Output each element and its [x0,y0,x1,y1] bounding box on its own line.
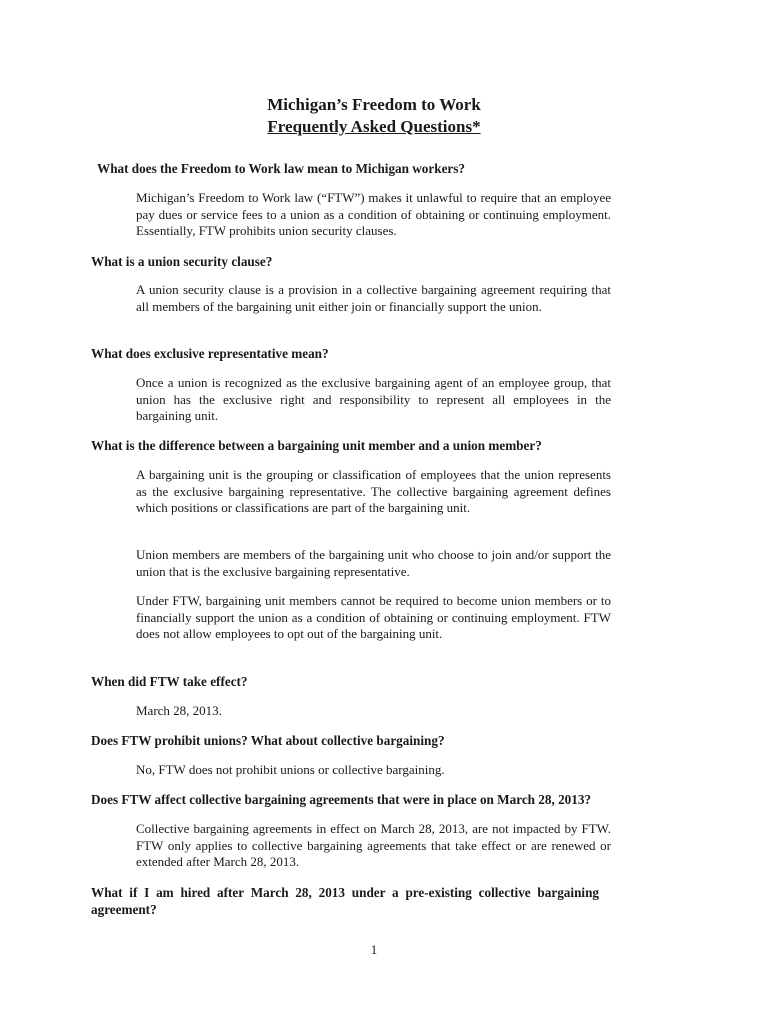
faq-answer-4a: A bargaining unit is the grouping or classification of employees that the union represents as the exclusive bargaining representative. The collective bargaining agreement defines which positions or classifications are part of the bargaining unit. [136,467,611,516]
faq-question-3: What does exclusive representative mean? [91,346,329,361]
faq-question-4: What is the difference between a bargaining unit member and a union member? [91,438,542,453]
faq-answer-7: Collective bargaining agreements in effect on March 28, 2013, are not impacted by FTW. FTW only applies to collective bargaining agreements that take effect or are renewed or extended after March 28, 2013. [136,821,611,870]
faq-answer-6: No, FTW does not prohibit unions or collective bargaining. [136,762,445,777]
page-number: 1 [370,942,378,957]
document-title-block [0,94,748,138]
document-subtitle: Frequently Asked Questions* [267,117,481,136]
faq-answer-3: Once a union is recognized as the exclusive bargaining agent of an employee group, that union has the exclusive right and responsibility to represent all employees in the bargaining unit. [136,375,611,424]
faq-question-6: Does FTW prohibit unions? What about collective bargaining? [91,733,445,748]
faq-answer-2: A union security clause is a provision in a collective bargaining agreement requiring that all members of the bargaining unit either join or financially support the union. [136,282,611,314]
faq-answer-1: Michigan’s Freedom to Work law (“FTW”) makes it unlawful to require that an employee pay dues or service fees to a union as a condition of obtaining or continuing employment. Essentially, FTW prohibits union security clauses. [136,190,611,239]
faq-answer-4c: Under FTW, bargaining unit members cannot be required to become union members or to financially support the union as a condition of obtaining or continuing employment. FTW does not allow employees to opt out of the bargaining unit. [136,593,611,642]
faq-question-5: When did FTW take effect? [91,674,248,689]
faq-question-7: Does FTW affect collective bargaining agreements that were in place on March 28, 2013? [91,792,592,807]
faq-answer-5: March 28, 2013. [136,703,222,718]
document-title: Michigan’s Freedom to Work [267,95,481,114]
faq-question-1: What does the Freedom to Work law mean to Michigan workers? [97,161,465,176]
faq-answer-4b: Union members are members of the bargaining unit who choose to join and/or support the union that is the exclusive bargaining representative. [136,547,611,579]
faq-question-2: What is a union security clause? [91,254,273,269]
faq-question-8: What if I am hired after March 28, 2013 under a pre-existing collective bargaining agreement? [91,885,599,917]
